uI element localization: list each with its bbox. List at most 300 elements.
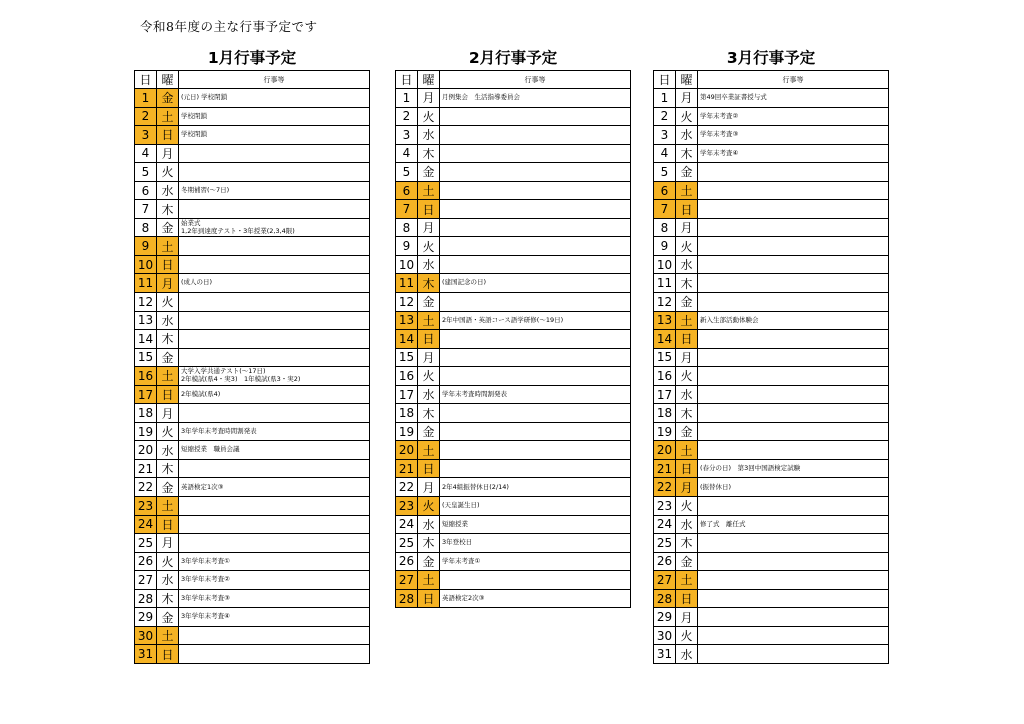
events-cell	[179, 534, 370, 553]
table-row	[654, 608, 889, 627]
month-schedule-january	[134, 48, 370, 664]
events-cell	[179, 330, 370, 349]
events-cell: 2年模試(県4)	[179, 385, 370, 404]
weekday-header: 曜	[676, 71, 698, 89]
weekday-cell: 土	[676, 571, 698, 590]
table-row	[135, 422, 370, 441]
weekday-cell: 木	[157, 200, 179, 219]
table-header-row	[135, 71, 370, 89]
table-row	[654, 200, 889, 219]
weekday-cell: 水	[157, 441, 179, 460]
weekday-cell: 木	[157, 330, 179, 349]
day-cell: 24	[135, 515, 157, 534]
table-row	[135, 367, 370, 386]
table-header-row	[396, 71, 631, 89]
day-cell: 18	[396, 404, 418, 423]
weekday-cell: 月	[676, 608, 698, 627]
events-cell	[698, 274, 889, 293]
weekday-cell: 水	[418, 255, 440, 274]
weekday-cell: 月	[676, 89, 698, 108]
weekday-cell: 水	[157, 311, 179, 330]
events-cell	[179, 255, 370, 274]
day-header: 日	[396, 71, 418, 89]
events-cell	[440, 255, 631, 274]
weekday-cell: 水	[676, 385, 698, 404]
table-row	[396, 367, 631, 386]
events-cell	[440, 293, 631, 312]
events-cell: 短縮授業 職員会議	[179, 441, 370, 460]
day-cell: 19	[396, 422, 418, 441]
weekday-cell: 土	[157, 237, 179, 256]
table-row	[396, 200, 631, 219]
day-cell: 3	[396, 126, 418, 145]
weekday-cell: 月	[418, 348, 440, 367]
weekday-cell: 月	[418, 218, 440, 237]
day-cell: 26	[654, 552, 676, 571]
events-cell: 学年末考査①	[440, 552, 631, 571]
events-cell	[698, 385, 889, 404]
weekday-header: 曜	[418, 71, 440, 89]
events-cell	[179, 237, 370, 256]
events-cell: (建国記念の日)	[440, 274, 631, 293]
weekday-cell: 土	[157, 626, 179, 645]
events-cell	[179, 163, 370, 182]
day-cell: 14	[654, 330, 676, 349]
events-cell	[440, 126, 631, 145]
table-row	[135, 571, 370, 590]
weekday-cell: 木	[676, 144, 698, 163]
day-cell: 29	[654, 608, 676, 627]
day-header: 日	[135, 71, 157, 89]
day-cell: 20	[654, 441, 676, 460]
day-cell: 13	[135, 311, 157, 330]
events-cell	[440, 441, 631, 460]
table-row	[654, 534, 889, 553]
events-cell: 冬期補習(～7日)	[179, 181, 370, 200]
weekday-cell: 日	[157, 515, 179, 534]
table-row	[135, 348, 370, 367]
day-cell: 2	[654, 107, 676, 126]
table-row	[654, 497, 889, 516]
weekday-cell: 月	[157, 144, 179, 163]
weekday-cell: 金	[418, 422, 440, 441]
events-cell: 第49回卒業証書授与式	[698, 89, 889, 108]
events-cell	[440, 218, 631, 237]
day-cell: 1	[396, 89, 418, 108]
events-cell	[179, 348, 370, 367]
table-row	[654, 515, 889, 534]
weekday-cell: 火	[157, 552, 179, 571]
events-cell	[698, 293, 889, 312]
weekday-cell: 木	[676, 404, 698, 423]
day-cell: 1	[654, 89, 676, 108]
events-cell: 学年末考査時間割発表	[440, 385, 631, 404]
weekday-cell: 火	[418, 497, 440, 516]
events-cell: 学年末考査②	[698, 107, 889, 126]
weekday-cell: 日	[418, 459, 440, 478]
events-cell	[698, 645, 889, 664]
day-cell: 27	[135, 571, 157, 590]
day-cell: 30	[135, 626, 157, 645]
events-cell	[698, 237, 889, 256]
table-row	[654, 571, 889, 590]
events-cell	[179, 645, 370, 664]
weekday-cell: 月	[157, 404, 179, 423]
weekday-cell: 日	[418, 330, 440, 349]
day-cell: 26	[396, 552, 418, 571]
table-row	[396, 89, 631, 108]
table-row	[135, 552, 370, 571]
day-cell: 9	[654, 237, 676, 256]
weekday-cell: 日	[157, 385, 179, 404]
table-row	[654, 107, 889, 126]
weekday-cell: 金	[157, 89, 179, 108]
events-cell: 2年中国語・英語コース語学研修(～19日)	[440, 311, 631, 330]
day-cell: 17	[135, 385, 157, 404]
events-cell: (天皇誕生日)	[440, 497, 631, 516]
day-cell: 11	[135, 274, 157, 293]
weekday-cell: 火	[676, 367, 698, 386]
table-row	[654, 348, 889, 367]
month-title: 1月行事予定	[207, 49, 297, 67]
empty-row	[396, 608, 631, 627]
day-cell: 16	[396, 367, 418, 386]
weekday-cell: 木	[418, 534, 440, 553]
weekday-cell: 金	[418, 293, 440, 312]
day-cell: 5	[135, 163, 157, 182]
day-cell: 15	[135, 348, 157, 367]
table-row	[654, 237, 889, 256]
table-row	[654, 330, 889, 349]
table-row	[654, 293, 889, 312]
weekday-cell: 日	[157, 126, 179, 145]
weekday-cell: 木	[676, 534, 698, 553]
events-cell	[698, 497, 889, 516]
weekday-cell: 土	[418, 311, 440, 330]
table-row	[396, 348, 631, 367]
day-cell: 9	[396, 237, 418, 256]
day-cell: 23	[654, 497, 676, 516]
events-header: 行事等	[698, 71, 889, 89]
day-cell: 23	[396, 497, 418, 516]
table-row	[396, 163, 631, 182]
table-row	[135, 534, 370, 553]
day-cell: 10	[654, 255, 676, 274]
table-row	[135, 237, 370, 256]
day-cell: 4	[135, 144, 157, 163]
table-row	[396, 534, 631, 553]
day-cell: 3	[654, 126, 676, 145]
table-row	[135, 311, 370, 330]
table-row	[135, 107, 370, 126]
table-row	[135, 497, 370, 516]
events-cell	[179, 200, 370, 219]
day-cell: 19	[654, 422, 676, 441]
day-cell: 27	[396, 571, 418, 590]
table-row	[135, 626, 370, 645]
events-cell	[698, 571, 889, 590]
table-row	[396, 144, 631, 163]
events-cell	[698, 330, 889, 349]
table-row	[135, 89, 370, 108]
weekday-cell: 金	[418, 552, 440, 571]
table-row	[654, 274, 889, 293]
table-row	[396, 330, 631, 349]
day-cell: 19	[135, 422, 157, 441]
events-cell	[440, 571, 631, 590]
table-row	[396, 126, 631, 145]
weekday-cell: 日	[157, 645, 179, 664]
events-cell	[698, 218, 889, 237]
day-cell: 11	[396, 274, 418, 293]
weekday-cell: 水	[157, 571, 179, 590]
events-cell	[698, 608, 889, 627]
weekday-cell: 水	[676, 126, 698, 145]
day-cell: 31	[654, 645, 676, 664]
weekday-cell: 水	[676, 645, 698, 664]
events-cell	[440, 144, 631, 163]
table-row	[396, 571, 631, 590]
weekday-cell: 金	[157, 218, 179, 237]
weekday-cell: 水	[676, 515, 698, 534]
weekday-cell: 土	[157, 497, 179, 516]
events-cell: (振替休日)	[698, 478, 889, 497]
table-row	[135, 255, 370, 274]
day-cell: 14	[396, 330, 418, 349]
weekday-cell: 木	[157, 459, 179, 478]
events-cell	[440, 422, 631, 441]
table-row	[396, 385, 631, 404]
events-cell	[440, 107, 631, 126]
day-cell: 9	[135, 237, 157, 256]
month-schedule-march	[653, 48, 889, 664]
weekday-cell: 金	[676, 163, 698, 182]
weekday-cell: 月	[418, 89, 440, 108]
table-row	[654, 441, 889, 460]
table-row	[396, 422, 631, 441]
events-cell: 3年学年末考査①	[179, 552, 370, 571]
day-cell: 29	[135, 608, 157, 627]
month-title: 3月行事予定	[726, 49, 816, 67]
day-cell: 16	[654, 367, 676, 386]
events-cell: (成人の日)	[179, 274, 370, 293]
schedule-table	[134, 70, 370, 664]
table-row	[135, 163, 370, 182]
weekday-cell: 土	[157, 107, 179, 126]
weekday-cell: 金	[676, 422, 698, 441]
day-header: 日	[654, 71, 676, 89]
events-cell	[698, 404, 889, 423]
weekday-cell: 月	[418, 478, 440, 497]
day-cell: 2	[396, 107, 418, 126]
events-cell	[179, 515, 370, 534]
day-cell: 11	[654, 274, 676, 293]
day-cell: 4	[654, 144, 676, 163]
weekday-cell: 土	[676, 181, 698, 200]
events-cell: 3年学年末考査④	[179, 608, 370, 627]
weekday-cell: 日	[676, 330, 698, 349]
weekday-cell: 水	[418, 515, 440, 534]
events-cell	[440, 348, 631, 367]
day-cell: 15	[654, 348, 676, 367]
events-cell	[179, 626, 370, 645]
table-row	[135, 274, 370, 293]
day-cell: 2	[135, 107, 157, 126]
events-cell	[440, 367, 631, 386]
empty-row	[396, 626, 631, 645]
day-cell: 31	[135, 645, 157, 664]
day-cell: 25	[654, 534, 676, 553]
day-cell: 20	[135, 441, 157, 460]
weekday-cell: 金	[157, 608, 179, 627]
weekday-cell: 日	[676, 200, 698, 219]
events-cell	[179, 144, 370, 163]
table-row	[396, 441, 631, 460]
day-cell: 12	[396, 293, 418, 312]
table-row	[396, 497, 631, 516]
weekday-cell: 日	[676, 589, 698, 608]
day-cell: 21	[654, 459, 676, 478]
table-row	[396, 459, 631, 478]
day-cell: 24	[396, 515, 418, 534]
events-cell: 3年登校日	[440, 534, 631, 553]
day-cell: 8	[396, 218, 418, 237]
weekday-cell: 金	[676, 293, 698, 312]
table-row	[654, 459, 889, 478]
day-cell: 13	[396, 311, 418, 330]
events-cell: 学年末考査④	[698, 144, 889, 163]
weekday-cell: 火	[418, 237, 440, 256]
table-row	[135, 645, 370, 664]
table-row	[396, 293, 631, 312]
events-cell: (元日) 学校閉鎖	[179, 89, 370, 108]
weekday-cell: 木	[157, 589, 179, 608]
table-row	[396, 255, 631, 274]
weekday-cell: 火	[157, 163, 179, 182]
weekday-cell: 日	[676, 459, 698, 478]
weekday-cell: 月	[676, 348, 698, 367]
day-cell: 13	[654, 311, 676, 330]
events-cell	[179, 404, 370, 423]
day-cell: 3	[135, 126, 157, 145]
day-cell: 8	[654, 218, 676, 237]
table-row	[135, 126, 370, 145]
table-row	[654, 478, 889, 497]
events-cell: 3年学年末考査③	[179, 589, 370, 608]
day-cell: 15	[396, 348, 418, 367]
table-row	[396, 589, 631, 608]
day-cell: 28	[135, 589, 157, 608]
table-row	[654, 589, 889, 608]
weekday-cell: 火	[676, 237, 698, 256]
day-cell: 26	[135, 552, 157, 571]
table-row	[654, 181, 889, 200]
weekday-cell: 金	[157, 478, 179, 497]
events-cell: 始業式 1,2年到達度テスト・3年授業(2,3,4限)	[179, 218, 370, 237]
weekday-cell: 水	[418, 126, 440, 145]
table-row	[654, 89, 889, 108]
events-cell	[698, 367, 889, 386]
events-cell	[440, 459, 631, 478]
day-cell: 10	[135, 255, 157, 274]
day-cell: 21	[135, 459, 157, 478]
day-cell: 25	[396, 534, 418, 553]
schedule-table	[653, 70, 889, 664]
weekday-cell: 木	[418, 404, 440, 423]
events-cell: 英語検定2次③	[440, 589, 631, 608]
events-header: 行事等	[179, 71, 370, 89]
table-row	[654, 144, 889, 163]
table-row	[396, 515, 631, 534]
weekday-cell: 土	[157, 367, 179, 386]
table-row	[396, 404, 631, 423]
weekday-cell: 火	[676, 107, 698, 126]
table-row	[654, 367, 889, 386]
table-row	[654, 218, 889, 237]
table-row	[396, 552, 631, 571]
day-cell: 8	[135, 218, 157, 237]
schedule-table	[395, 70, 631, 663]
page-title: 令和8年度の主な行事予定です	[140, 19, 318, 34]
weekday-cell: 月	[676, 478, 698, 497]
table-row	[654, 552, 889, 571]
table-row	[135, 181, 370, 200]
weekday-cell: 日	[418, 589, 440, 608]
day-cell: 22	[396, 478, 418, 497]
weekday-cell: 土	[676, 311, 698, 330]
month-title: 2月行事予定	[468, 49, 558, 67]
table-row	[135, 459, 370, 478]
table-row	[654, 126, 889, 145]
table-header-row	[654, 71, 889, 89]
table-row	[654, 385, 889, 404]
table-row	[654, 255, 889, 274]
events-cell	[698, 552, 889, 571]
day-cell: 16	[135, 367, 157, 386]
empty-row	[396, 645, 631, 664]
day-cell: 18	[135, 404, 157, 423]
events-cell: 学年末考査③	[698, 126, 889, 145]
events-cell: 大学入学共通テスト(～17日) 2年模試(県4・実3) 1年模試(県3・実2)	[179, 367, 370, 386]
events-cell: 学校閉鎖	[179, 107, 370, 126]
day-cell: 22	[654, 478, 676, 497]
day-cell: 14	[135, 330, 157, 349]
weekday-cell: 火	[418, 367, 440, 386]
table-row	[396, 478, 631, 497]
table-row	[396, 237, 631, 256]
events-cell	[698, 255, 889, 274]
table-row	[135, 385, 370, 404]
table-row	[135, 608, 370, 627]
day-cell: 6	[654, 181, 676, 200]
weekday-cell: 木	[418, 144, 440, 163]
day-cell: 28	[396, 589, 418, 608]
day-cell: 7	[135, 200, 157, 219]
events-cell	[698, 163, 889, 182]
weekday-cell: 土	[418, 181, 440, 200]
events-cell	[698, 422, 889, 441]
day-cell: 6	[396, 181, 418, 200]
events-cell	[698, 534, 889, 553]
day-cell: 17	[396, 385, 418, 404]
events-cell	[440, 404, 631, 423]
day-cell: 18	[654, 404, 676, 423]
weekday-cell: 月	[157, 274, 179, 293]
events-cell	[440, 163, 631, 182]
day-cell: 20	[396, 441, 418, 460]
weekday-cell: 金	[157, 348, 179, 367]
events-cell	[179, 459, 370, 478]
